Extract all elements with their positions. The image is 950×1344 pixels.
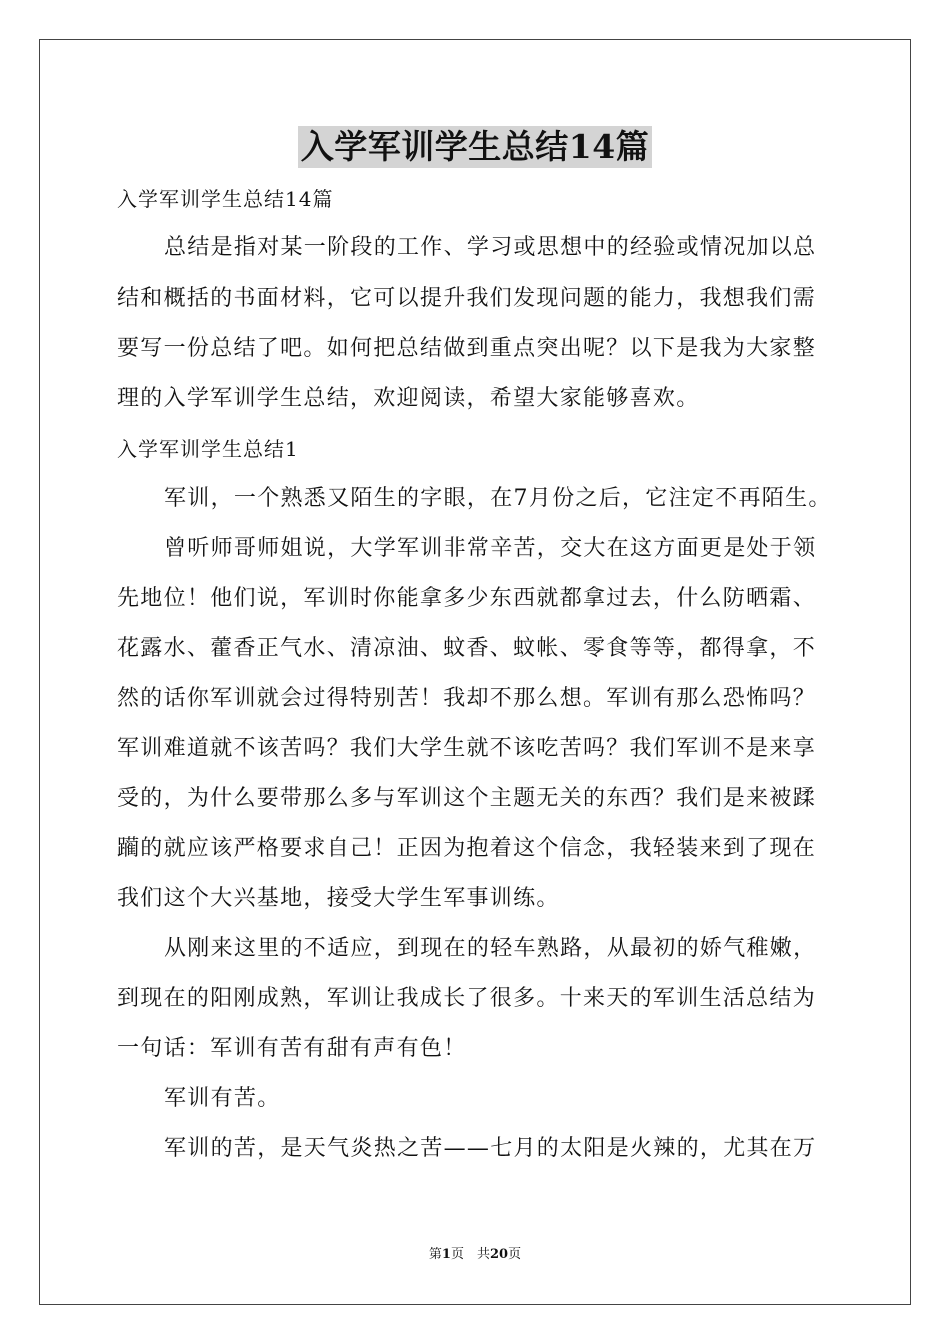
title-container	[0, 126, 950, 168]
document-title: 入学军训学生总结14篇	[298, 126, 652, 168]
footer-page-total: 20	[489, 1247, 509, 1262]
paragraph-line: 受的，为什么要带那么多与军训这个主题无关的东西？我们是来被蹂	[117, 786, 817, 811]
paragraph-line: 军训有苦。	[164, 1086, 281, 1111]
paragraph-line: 先地位！他们说，军训时你能拿多少东西就都拿过去，什么防晒霜、	[117, 586, 817, 611]
paragraph-line: 总结是指对某一阶段的工作、学习或思想中的经验或情况加以总	[164, 235, 817, 260]
paragraph-line: 从刚来这里的不适应，到现在的轻车熟路，从最初的娇气稚嫩，	[164, 936, 817, 961]
footer-page-mid: 页 共	[450, 1247, 490, 1262]
paragraph-line: 军训难道就不该苦吗？我们大学生就不该吃苦吗？我们军训不是来享	[117, 736, 817, 761]
paragraph-line: 一句话：军训有苦有甜有声有色！	[117, 1036, 467, 1061]
page-footer	[0, 1246, 950, 1264]
paragraph-line: 花露水、藿香正气水、清凉油、蚊香、蚊帐、零食等等，都得拿，不	[117, 636, 817, 661]
paragraph-line: 到现在的阳刚成熟，军训让我成长了很多。十来天的军训生活总结为	[117, 986, 817, 1011]
paragraph-line: 曾听师哥师姐说，大学军训非常辛苦，交大在这方面更是处于领	[164, 536, 817, 561]
paragraph-line: 我们这个大兴基地，接受大学生军事训练。	[117, 886, 560, 911]
paragraph-line: 理的入学军训学生总结，欢迎阅读，希望大家能够喜欢。	[117, 386, 700, 411]
paragraph-line: 要写一份总结了吧。如何把总结做到重点突出呢？以下是我为大家整	[117, 336, 817, 361]
paragraph-line: 军训的苦，是天气炎热之苦——七月的太阳是火辣的，尤其在万	[164, 1136, 817, 1161]
section-heading: 入学军训学生总结1	[117, 437, 299, 461]
paragraph-line: 然的话你军训就会过得特别苦！我却不那么想。军训有那么恐怖吗？	[117, 686, 817, 711]
footer-page-suffix: 页	[508, 1247, 522, 1262]
paragraph-line: 结和概括的书面材料，它可以提升我们发现问题的能力，我想我们需	[117, 286, 817, 311]
subtitle-line: 入学军训学生总结14篇	[117, 187, 334, 211]
footer-page-prefix: 第	[428, 1247, 442, 1262]
paragraph-line: 躏的就应该严格要求自己！正因为抱着这个信念，我轻装来到了现在	[117, 836, 817, 861]
page-border	[39, 39, 911, 1305]
footer-page-number: 1	[441, 1247, 451, 1262]
paragraph-line: 军训，一个熟悉又陌生的字眼，在7月份之后，它注定不再陌生。	[164, 486, 832, 511]
